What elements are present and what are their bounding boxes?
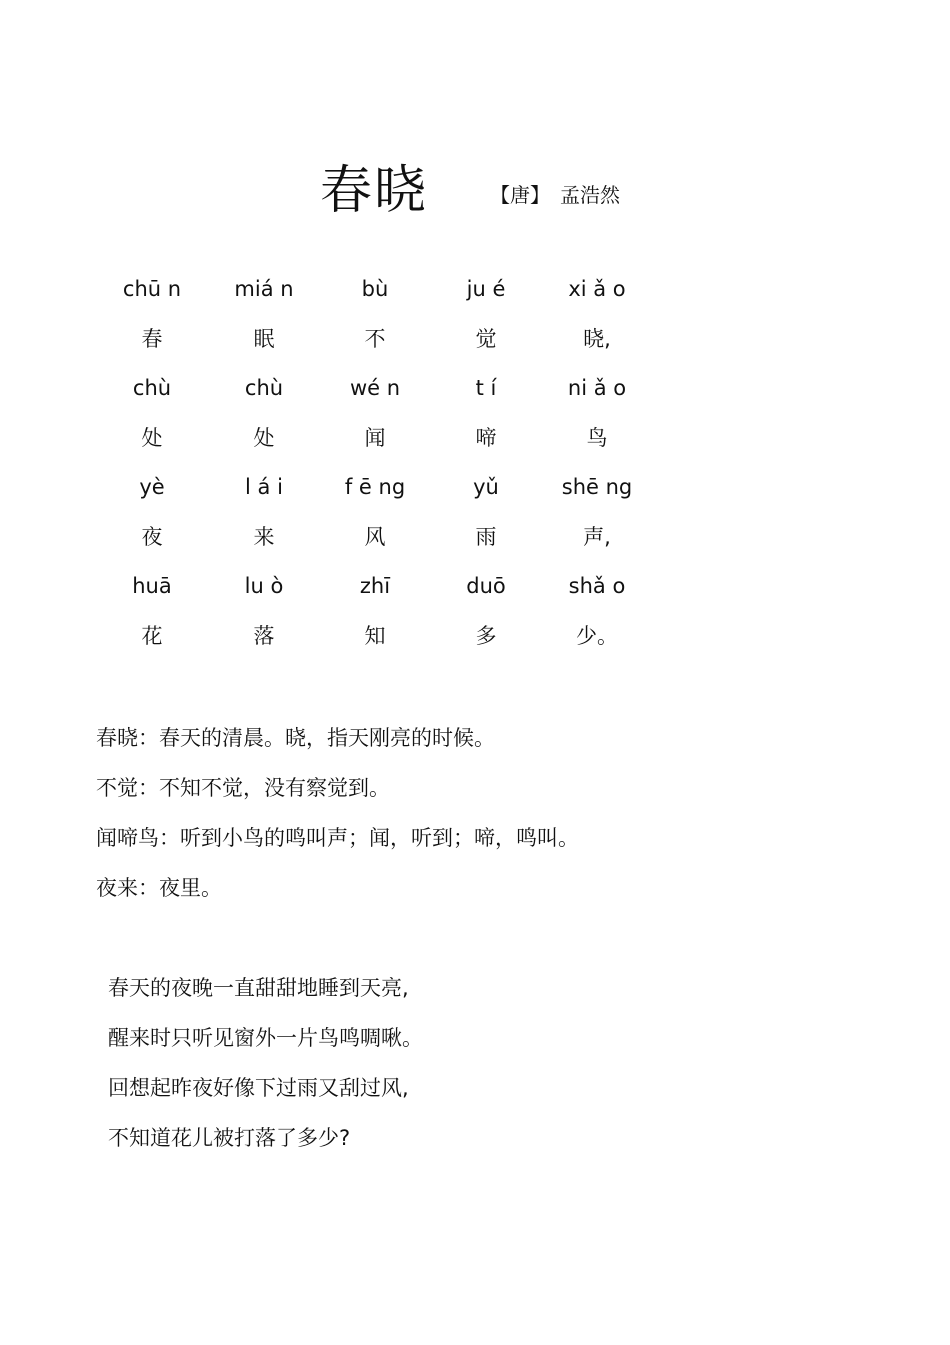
pinyin-syllable: chù — [244, 376, 284, 400]
hanzi-char: 少。 — [576, 623, 618, 648]
pinyin-syllable: zhī — [359, 574, 391, 598]
pinyin-syllable: shǎ o — [568, 574, 626, 598]
pinyin-syllable: duō — [466, 574, 506, 598]
translation-line: 春天的夜晚一直甜甜地睡到天亮, — [108, 976, 409, 1000]
translation-line: 不知道花儿被打落了多少? — [108, 1126, 351, 1150]
hanzi-row — [0, 414, 950, 464]
hanzi-char: 闻 — [364, 425, 386, 450]
hanzi-char: 晓, — [583, 326, 611, 351]
hanzi-char: 来 — [253, 524, 275, 549]
hanzi-char: 多 — [475, 623, 497, 648]
hanzi-char: 觉 — [475, 326, 497, 351]
notes-section — [96, 716, 579, 916]
poem-title: 春晓 — [320, 161, 429, 221]
pinyin-syllable: ni ǎ o — [567, 376, 627, 400]
pinyin-syllable: huā — [132, 574, 172, 598]
hanzi-char: 声, — [583, 524, 611, 549]
pinyin-syllable: wé n — [349, 376, 401, 400]
pinyin-row — [0, 265, 950, 315]
pinyin-syllable: xi ǎ o — [568, 277, 626, 301]
dynasty-label: 【唐】 — [490, 183, 550, 207]
pinyin-row — [0, 562, 950, 612]
author-name: 孟浩然 — [560, 183, 620, 207]
pinyin-syllable: f ē ng — [344, 475, 406, 499]
hanzi-char: 不 — [364, 326, 386, 351]
hanzi-char: 啼 — [475, 425, 497, 450]
hanzi-char: 处 — [141, 425, 163, 450]
translation-line: 醒来时只听见窗外一片鸟鸣啁啾。 — [108, 1026, 423, 1050]
author-line — [490, 180, 620, 210]
hanzi-char: 风 — [364, 524, 386, 549]
hanzi-char: 鸟 — [586, 425, 608, 450]
pinyin-row — [0, 364, 950, 414]
hanzi-char: 处 — [253, 425, 275, 450]
pinyin-syllable: bù — [361, 277, 389, 301]
pinyin-syllable: miá n — [234, 277, 294, 301]
pinyin-syllable: chù — [132, 376, 172, 400]
hanzi-char: 花 — [141, 623, 163, 648]
translation-line: 回想起昨夜好像下过雨又刮过风, — [108, 1076, 409, 1100]
translation-section — [108, 966, 423, 1166]
pinyin-syllable: t í — [475, 376, 497, 400]
pinyin-syllable: shē ng — [561, 475, 633, 499]
note-line: 春晓：春天的清晨。晓，指天刚亮的时候。 — [96, 726, 495, 750]
note-line: 不觉：不知不觉，没有察觉到。 — [96, 776, 390, 800]
hanzi-char: 夜 — [141, 524, 163, 549]
pinyin-syllable: ju é — [466, 277, 506, 301]
pinyin-syllable: l á i — [245, 475, 283, 499]
hanzi-row — [0, 513, 950, 563]
hanzi-char: 眠 — [253, 326, 275, 351]
pinyin-syllable: yǔ — [473, 475, 499, 499]
hanzi-char: 雨 — [475, 524, 497, 549]
hanzi-char: 落 — [253, 623, 275, 648]
hanzi-char: 知 — [364, 623, 386, 648]
pinyin-syllable: chū n — [122, 277, 182, 301]
note-line: 夜来：夜里。 — [96, 876, 222, 900]
hanzi-row — [0, 612, 950, 662]
pinyin-row — [0, 463, 950, 513]
hanzi-row — [0, 315, 950, 365]
pinyin-syllable: lu ò — [244, 574, 284, 598]
hanzi-char: 春 — [141, 326, 163, 351]
pinyin-syllable: yè — [139, 475, 165, 499]
note-line: 闻啼鸟：听到小鸟的鸣叫声；闻，听到；啼，鸣叫。 — [96, 826, 579, 850]
poem-body — [0, 265, 950, 661]
